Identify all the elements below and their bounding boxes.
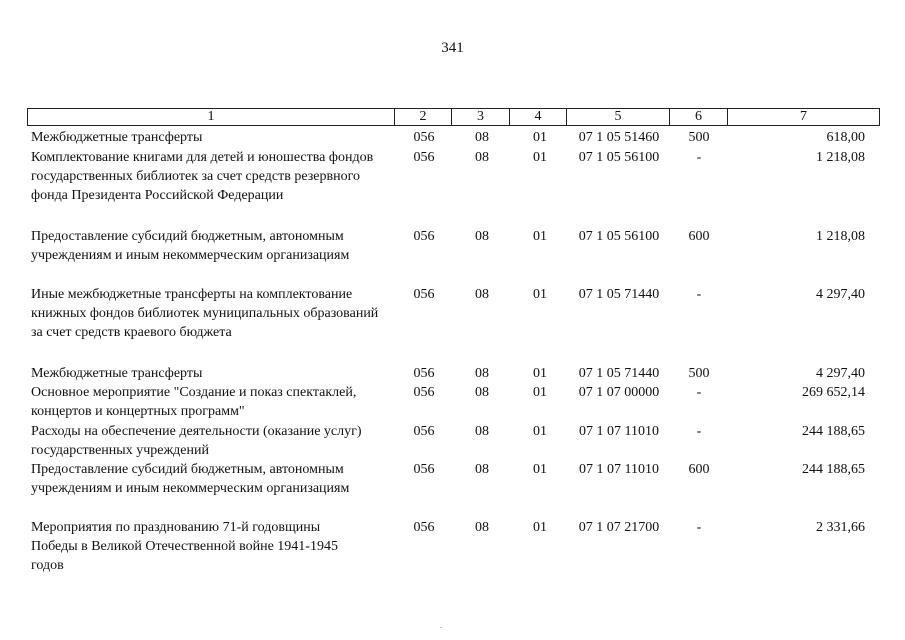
row-col-3: 08 xyxy=(475,287,489,302)
row-col-5: 07 1 07 11010 xyxy=(579,462,659,477)
row-col-2: 056 xyxy=(413,520,435,535)
row-col-6: 600 xyxy=(688,229,710,244)
row-col-6: - xyxy=(696,287,702,302)
row-col-3: 08 xyxy=(475,385,489,400)
header-col-4: 4 xyxy=(510,109,567,126)
row-col-2: 056 xyxy=(413,424,435,439)
row-col-4: 01 xyxy=(533,385,547,400)
row-col-7: 244 188,65 xyxy=(802,424,865,439)
header-col-7: 7 xyxy=(728,109,880,126)
row-col-4: 01 xyxy=(533,462,547,477)
row-name: Основное мероприятие "Создание и показ спектаклей, концертов и концертных программ" xyxy=(31,385,357,419)
row-col-2: 056 xyxy=(413,385,435,400)
row-col-5: 07 1 05 71440 xyxy=(578,287,660,302)
row-col-3: 08 xyxy=(475,462,489,477)
row-col-4: 01 xyxy=(533,520,547,535)
row-col-7: 269 652,14 xyxy=(802,385,865,400)
header-col-6: 6 xyxy=(670,109,728,126)
row-col-7: 618,00 xyxy=(826,130,865,145)
row-col-5: 07 1 05 71440 xyxy=(578,366,660,381)
row-name: Расходы на обеспечение деятельности (оказание услуг) государственных учреждений xyxy=(31,424,362,458)
row-col-7: 244 188,65 xyxy=(802,462,865,477)
row-col-4: 01 xyxy=(533,424,547,439)
row-col-5: 07 1 07 00000 xyxy=(578,385,660,400)
row-col-4: 01 xyxy=(533,287,547,302)
scan-artifact xyxy=(440,627,442,628)
row-name: Межбюджетные трансферты xyxy=(31,130,203,145)
row-name: Комплектование книгами для детей и юношества фондов государственных библиотек за счет средств резервного фонда Президента Российской Федерации xyxy=(31,150,374,203)
row-col-3: 08 xyxy=(475,229,489,244)
row-name: Межбюджетные трансферты xyxy=(31,366,203,381)
row-col-4: 01 xyxy=(533,229,547,244)
column-number-header xyxy=(27,108,880,126)
row-col-6: - xyxy=(696,520,702,535)
row-name: Предоставление субсидий бюджетным, автономным учреждениям и иным некоммерческим организациям xyxy=(31,462,350,496)
row-col-7: 1 218,08 xyxy=(816,229,865,244)
row-col-7: 2 331,66 xyxy=(816,520,865,535)
header-col-1: 1 xyxy=(28,109,395,126)
header-col-2: 2 xyxy=(395,109,452,126)
row-col-6: - xyxy=(696,424,702,439)
row-name: Предоставление субсидий бюджетным, автономным учреждениям и иным некоммерческим организациям xyxy=(31,229,350,263)
row-col-2: 056 xyxy=(413,366,435,381)
row-col-6: - xyxy=(696,385,702,400)
row-col-2: 056 xyxy=(413,150,435,165)
row-col-6: - xyxy=(696,150,702,165)
row-col-3: 08 xyxy=(475,424,489,439)
row-name: Мероприятия по празднованию 71-й годовщины Победы в Великой Отечественной войне 1941-1945 годов xyxy=(31,520,338,573)
row-col-4: 01 xyxy=(533,150,547,165)
row-col-3: 08 xyxy=(475,130,489,145)
row-col-6: 500 xyxy=(688,130,710,145)
row-col-2: 056 xyxy=(413,229,435,244)
header-col-3: 3 xyxy=(452,109,510,126)
header-col-5: 5 xyxy=(567,109,670,126)
row-col-5: 07 1 07 11010 xyxy=(579,424,659,439)
row-col-7: 4 297,40 xyxy=(816,287,865,302)
page-number: 341 xyxy=(441,40,464,56)
row-col-5: 07 1 07 21700 xyxy=(578,520,660,535)
row-col-2: 056 xyxy=(413,130,435,145)
row-col-7: 4 297,40 xyxy=(816,366,865,381)
row-col-4: 01 xyxy=(533,130,547,145)
row-col-2: 056 xyxy=(413,462,435,477)
row-col-2: 056 xyxy=(413,287,435,302)
row-col-6: 600 xyxy=(688,462,710,477)
row-col-5: 07 1 05 56100 xyxy=(578,150,660,165)
row-col-3: 08 xyxy=(475,150,489,165)
row-col-3: 08 xyxy=(475,520,489,535)
row-col-5: 07 1 05 56100 xyxy=(578,229,660,244)
row-col-3: 08 xyxy=(475,366,489,381)
row-col-7: 1 218,08 xyxy=(816,150,865,165)
row-col-5: 07 1 05 51460 xyxy=(578,130,660,145)
row-col-6: 500 xyxy=(688,366,710,381)
row-col-4: 01 xyxy=(533,366,547,381)
row-name: Иные межбюджетные трансферты на комплектование книжных фондов библиотек муниципальных образований за счет средств краевого бюджета xyxy=(31,287,379,340)
